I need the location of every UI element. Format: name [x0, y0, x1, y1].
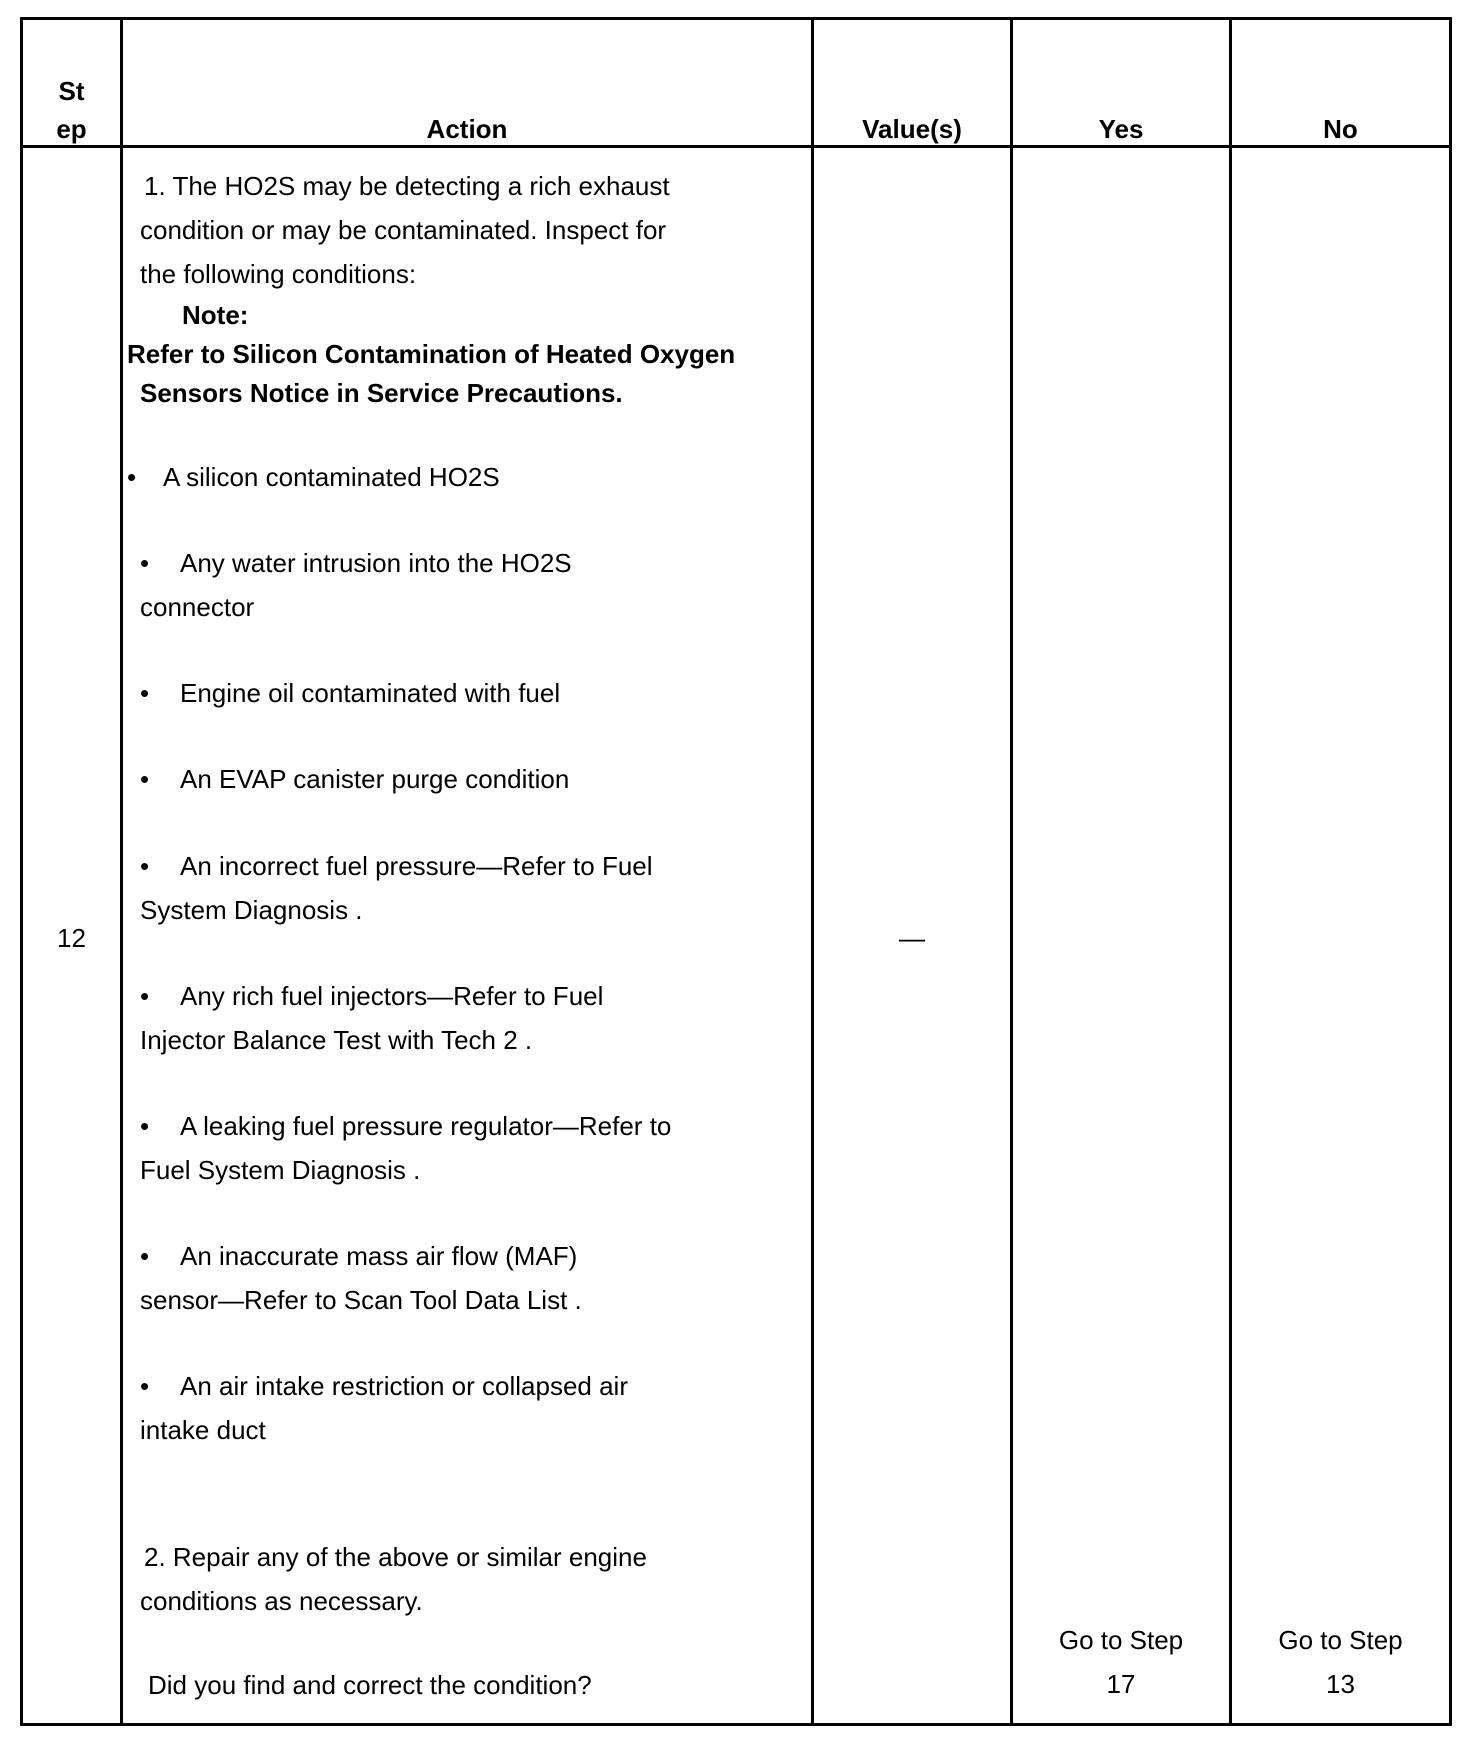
bullet-item — [140, 1104, 671, 1192]
question-text: Did you find and correct the condition? — [148, 1670, 592, 1700]
action-line: condition or may be contaminated. Inspect for — [140, 215, 667, 245]
column-divider — [120, 17, 123, 1726]
action-item-2 — [140, 1535, 647, 1623]
header-step-line: St — [58, 76, 85, 106]
bullet-item — [127, 455, 500, 499]
action-item-1 — [140, 164, 670, 296]
action-line: conditions as necessary. — [140, 1586, 423, 1616]
bullet-text: An air intake restriction or collapsed air — [180, 1371, 628, 1401]
bullet-text: A leaking fuel pressure regulator—Refer to — [180, 1111, 672, 1141]
bullet-icon: • — [140, 981, 150, 1011]
bullet-text: A silicon contaminated HO2S — [163, 462, 500, 492]
bullet-text: Injector Balance Test with Tech 2 . — [140, 1025, 533, 1055]
bullet-text: Engine oil contaminated with fuel — [180, 678, 561, 708]
bullet-icon: • — [140, 1111, 150, 1141]
column-divider — [1010, 17, 1013, 1726]
bullet-item — [140, 974, 603, 1062]
column-divider — [1229, 17, 1232, 1726]
step-number: 12 — [57, 923, 86, 953]
header-values: Value(s) — [862, 114, 962, 144]
bullet-text: intake duct — [140, 1415, 266, 1445]
yes-cell — [1013, 1618, 1229, 1706]
note-line: Refer to Silicon Contamination of Heated Oxygen — [127, 339, 736, 369]
bullet-text: Fuel System Diagnosis . — [140, 1155, 421, 1185]
bullet-icon: • — [140, 548, 150, 578]
value-cell: — — [899, 923, 925, 953]
bullet-text: An EVAP canister purge condition — [180, 764, 570, 794]
yes-link-text: Go to Step — [1058, 1625, 1184, 1655]
bullet-text: Any water intrusion into the HO2S — [180, 548, 572, 578]
bullet-icon: • — [140, 1371, 150, 1401]
header-step-line: ep — [56, 114, 87, 144]
bullet-text: An inaccurate mass air flow (MAF) — [180, 1241, 578, 1271]
bullet-icon: • — [140, 851, 150, 881]
bullet-item — [140, 671, 560, 715]
column-divider — [811, 17, 814, 1726]
bullet-icon: • — [140, 764, 150, 794]
bullet-item — [140, 844, 653, 932]
bullet-text: System Diagnosis . — [140, 895, 363, 925]
bullet-text: sensor—Refer to Scan Tool Data List . — [140, 1285, 582, 1315]
no-cell — [1232, 1618, 1449, 1706]
note-label: Note: — [182, 300, 249, 330]
bullet-item — [140, 1234, 582, 1322]
header-no: No — [1323, 114, 1358, 144]
bullet-text: Any rich fuel injectors—Refer to Fuel — [180, 981, 604, 1011]
bullet-item — [140, 1364, 628, 1452]
no-link-text: Go to Step — [1278, 1625, 1403, 1655]
bullet-icon: • — [140, 678, 150, 708]
bullet-icon: • — [127, 462, 137, 492]
bullet-text: connector — [140, 592, 255, 622]
header-yes: Yes — [1098, 114, 1144, 144]
note-line: Sensors Notice in Service Precautions. — [140, 378, 623, 408]
action-line: 1. The HO2S may be detecting a rich exhaust — [144, 171, 670, 201]
header-step — [23, 72, 120, 148]
header-action: Action — [426, 114, 508, 144]
no-step-number: 13 — [1326, 1669, 1355, 1699]
bullet-item — [140, 757, 569, 801]
bullet-text: An incorrect fuel pressure—Refer to Fuel — [180, 851, 653, 881]
bullet-icon: • — [140, 1241, 150, 1271]
yes-step-number: 17 — [1106, 1669, 1136, 1699]
bullet-item — [140, 541, 572, 629]
action-line: 2. Repair any of the above or similar engine — [144, 1542, 647, 1572]
action-line: the following conditions: — [140, 259, 417, 289]
